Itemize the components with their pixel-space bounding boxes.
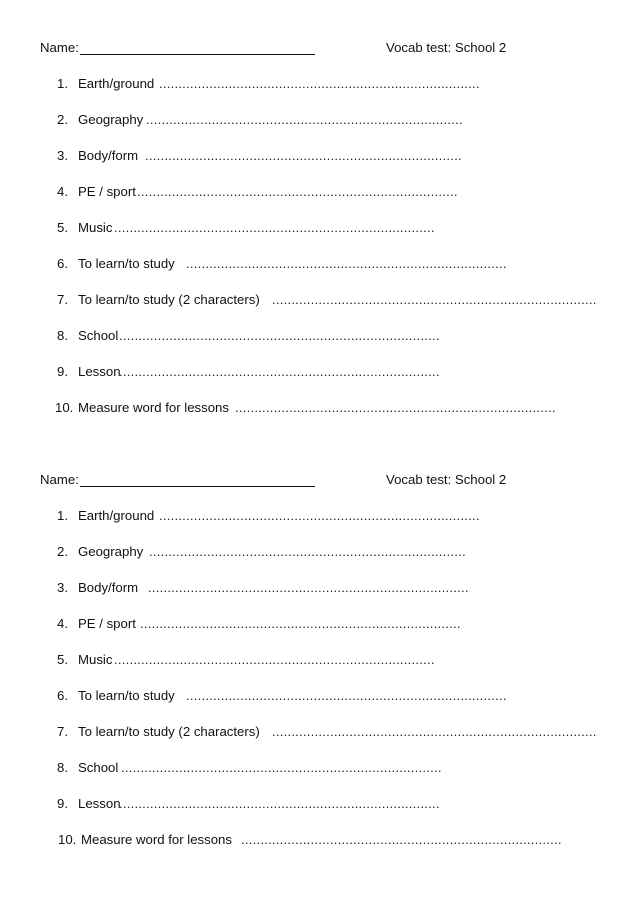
question-number: 10. [58,832,77,847]
question-number: 8. [57,760,68,775]
question-number: 1. [57,76,68,91]
answer-dotted-line[interactable]: ................................................................................... [137,184,458,199]
answer-dotted-line[interactable]: ................................................................................... [140,616,461,631]
answer-dotted-line[interactable]: ................................................................................... [186,256,507,271]
answer-dotted-line[interactable]: ................................................................................... [119,364,440,379]
question-number: 3. [57,580,68,595]
answer-dotted-line[interactable]: .................................................................................. [146,112,463,127]
question-text: Body/form [78,148,139,163]
answer-dotted-line[interactable]: ................................................................................... [114,220,435,235]
answer-dotted-line[interactable]: ................................................................................... [119,796,440,811]
question-text: Lesson [78,796,121,811]
test-title: Vocab test: School 2 [386,40,507,55]
name-blank-line[interactable] [80,54,315,55]
question-number: 9. [57,796,68,811]
answer-dotted-line[interactable]: .................................................................................. [145,148,462,163]
question-text: To learn/to study [78,256,175,271]
question-number: 5. [57,220,68,235]
question-number: 4. [57,184,68,199]
answer-dotted-line[interactable]: ................................................................................... [114,652,435,667]
question-number: 8. [57,328,68,343]
answer-dotted-line[interactable]: ................................................................................... [235,400,556,415]
question-number: 2. [57,544,68,559]
sheet-1-header [0,40,638,60]
question-number: 3. [57,148,68,163]
question-text: School [78,328,119,343]
question-number: 2. [57,112,68,127]
sheet-2-header [0,472,638,492]
answer-dotted-line[interactable]: ................................................................................... [186,688,507,703]
question-number: 10. [55,400,74,415]
question-number: 4. [57,616,68,631]
question-number: 7. [57,724,68,739]
question-text: Music [78,220,113,235]
answer-dotted-line[interactable]: ................................................................................... [159,508,480,523]
question-text: Geography [78,112,144,127]
question-number: 7. [57,292,68,307]
question-number: 6. [57,256,68,271]
question-text: PE / sport [78,616,136,631]
test-title: Vocab test: School 2 [386,472,507,487]
answer-dotted-line[interactable]: .................................................................................... [272,724,597,739]
question-text: Earth/ground [78,76,155,91]
question-text: Measure word for lessons [78,400,229,415]
answer-dotted-line[interactable]: ................................................................................... [119,328,440,343]
answer-dotted-line[interactable]: ................................................................................... [241,832,562,847]
name-label: Name: [40,472,79,487]
name-blank-line[interactable] [80,486,315,487]
question-text: Lesson [78,364,121,379]
question-text: School [78,760,119,775]
question-number: 9. [57,364,68,379]
question-text: Music [78,652,113,667]
question-number: 1. [57,508,68,523]
question-text: Earth/ground [78,508,155,523]
answer-dotted-line[interactable]: ................................................................................... [148,580,469,595]
question-number: 6. [57,688,68,703]
answer-dotted-line[interactable]: ................................................................................... [121,760,442,775]
question-text: To learn/to study (2 characters) [78,292,260,307]
question-number: 5. [57,652,68,667]
answer-dotted-line[interactable]: ................................................................................... [159,76,480,91]
answer-dotted-line[interactable]: .................................................................................... [272,292,597,307]
question-text: To learn/to study [78,688,175,703]
question-text: Geography [78,544,144,559]
question-text: PE / sport [78,184,136,199]
name-label: Name: [40,40,79,55]
question-text: Measure word for lessons [81,832,232,847]
answer-dotted-line[interactable]: .................................................................................. [149,544,466,559]
question-text: Body/form [78,580,139,595]
question-text: To learn/to study (2 characters) [78,724,260,739]
